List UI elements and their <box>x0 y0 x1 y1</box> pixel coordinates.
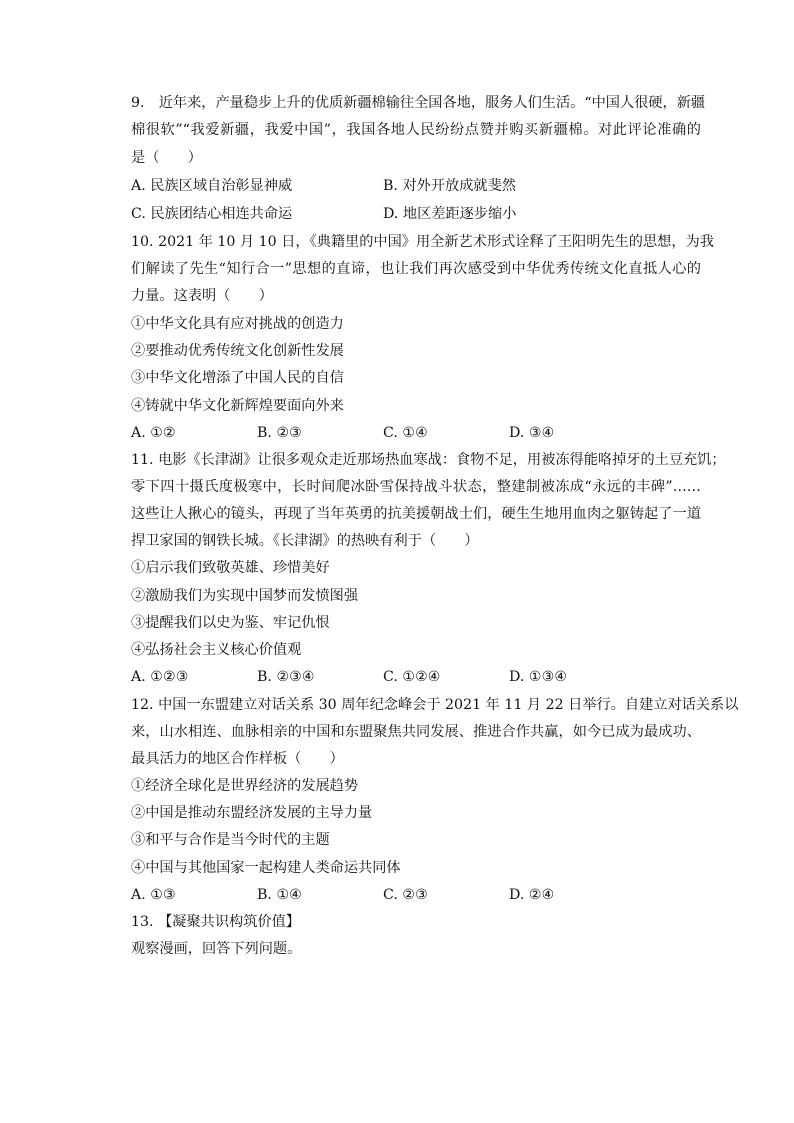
option-d: D. ③④ <box>509 425 555 441</box>
statement-1: ①中华文化具有应对挑战的创造力 <box>131 316 344 332</box>
statement-3: ③和平与合作是当今时代的主题 <box>131 832 330 848</box>
question-text-line: 这些让人揪心的镜头，再现了当年英勇的抗美援朝战士们，硬生生地用血肉之躯铸起了一道 <box>131 506 701 522</box>
question-text-line: 力量。这表明（ ） <box>131 288 273 304</box>
statement-2: ②激励我们为实现中国梦而发愤图强 <box>131 588 359 604</box>
question-heading: 13. 【凝聚共识构筑价值】 <box>131 914 300 930</box>
option-d: D. 地区差距逐步缩小 <box>383 206 517 222</box>
question-prompt: 观察漫画，回答下列问题。 <box>131 941 302 957</box>
option-b: B. ②③④ <box>257 669 315 685</box>
option-d: D. ①③④ <box>509 669 568 685</box>
statement-1: ①经济全球化是世界经济的发展趋势 <box>131 778 359 794</box>
statement-3: ③提醒我们以史为鉴、牢记仇恨 <box>131 615 330 631</box>
option-a: A. 民族区域自治彰显神威 <box>131 178 293 194</box>
question-text-line: 棉很软”“我爱新疆，我爱中国”，我国各地人民纷纷点赞并购买新疆棉。对此评论准确的 <box>131 122 701 138</box>
statement-4: ④铸就中华文化新辉煌要面向外来 <box>131 398 344 414</box>
option-c: C. ①②④ <box>383 669 441 685</box>
question-text-line: 来，山水相连、血脉相亲的中国和东盟聚焦共同发展、推进合作共赢，如今已成为最成功、 <box>131 724 701 740</box>
question-text-line: 捍卫家国的钢铁长城。《长津湖》的热映有利于（ ） <box>131 533 479 549</box>
statement-3: ③中华文化增添了中国人民的自信 <box>131 370 344 386</box>
statement-1: ①启示我们致敬英雄、珍惜美好 <box>131 560 330 576</box>
question-text-line: 9. 近年来，产量稳步上升的优质新疆棉输往全国各地，服务人们生活。“中国人很硬，新疆 <box>131 95 706 111</box>
option-c: C. ①④ <box>383 425 428 441</box>
statement-2: ②要推动优秀传统文化创新性发展 <box>131 343 344 359</box>
statement-4: ④中国与其他国家一起构建人类命运共同体 <box>131 860 401 876</box>
option-a: A. ①②③ <box>131 669 189 685</box>
question-text-line: 零下四十摄氏度极寒中，长时间爬冰卧雪保持战斗状态，整建制被冻成“永远的丰碑”…… <box>131 479 701 495</box>
option-b: B. 对外开放成就斐然 <box>383 178 516 194</box>
statement-2: ②中国是推动东盟经济发展的主导力量 <box>131 805 373 821</box>
option-b: B. ②③ <box>257 425 302 441</box>
option-a: A. ①② <box>131 425 176 441</box>
question-text-line: 12. 中国一东盟建立对话关系 30 周年纪念峰会于 2021 年 11 月 22 日举行。自建立对话关系以 <box>131 697 739 713</box>
question-text-line: 11. 电影《长津湖》让很多观众走近那场热血寒战：食物不足，用被冻得能咯掉牙的土豆充饥； <box>131 452 726 468</box>
question-text-line: 是（ ） <box>131 150 202 166</box>
option-b: B. ①④ <box>257 887 302 903</box>
option-a: A. ①③ <box>131 887 176 903</box>
question-text-line: 最具活力的地区合作样板（ ） <box>131 751 344 767</box>
option-c: C. 民族团结心相连共命运 <box>131 206 293 222</box>
option-c: C. ②③ <box>383 887 428 903</box>
statement-4: ④弘扬社会主义核心价值观 <box>131 642 302 658</box>
question-text-line: 10. 2021 年 10 月 10 日，《典籍里的中国》用全新艺术形式诠释了王阳明先生的思想，为我 <box>131 234 714 250</box>
question-text-line: 们解读了先生“知行合一”思想的直谛，也让我们再次感受到中华优秀传统文化直抵人心的 <box>131 261 701 277</box>
option-d: D. ②④ <box>509 887 555 903</box>
